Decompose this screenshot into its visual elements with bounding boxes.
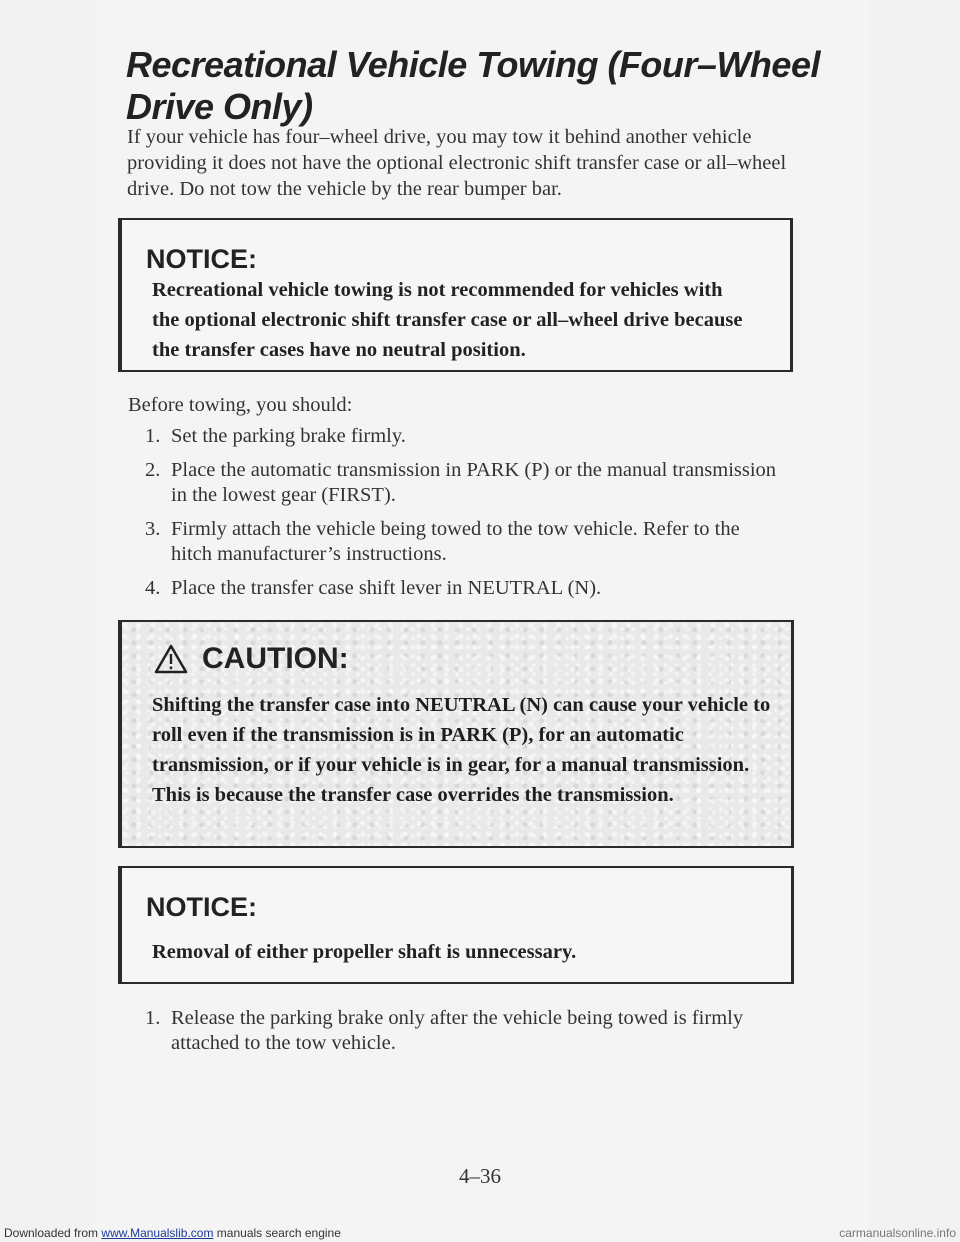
notice-heading: NOTICE:: [146, 244, 257, 274]
step-text: Place the automatic transmission in PARK (P) or the manual transmission in the lowest gear (FIRST).: [171, 459, 777, 506]
step-number: 3.: [145, 518, 161, 540]
after-steps-list: [145, 1006, 785, 1056]
watermark-site: carmanualsonline.info: [839, 1226, 956, 1240]
towing-steps-list: [145, 424, 785, 610]
before-towing-label: Before towing, you should:: [128, 394, 353, 416]
list-item: [145, 458, 785, 508]
step-text: Firmly attach the vehicle being towed to the tow vehicle. Refer to the hitch manufacturer’s instructions.: [171, 518, 740, 565]
list-item: [145, 424, 785, 449]
notice-heading: NOTICE:: [146, 892, 257, 922]
notice-box-transfer-case: [118, 218, 793, 372]
caution-box: [118, 620, 794, 848]
list-item: [145, 576, 785, 601]
step-text: Set the parking brake firmly.: [171, 425, 406, 447]
footer-suffix: manuals search engine: [216, 1226, 341, 1240]
list-item: [145, 1006, 785, 1056]
step-number: 2.: [145, 459, 161, 481]
section-title: Recreational Vehicle Towing (Four–Wheel Drive Only): [126, 44, 820, 127]
intro-paragraph: If your vehicle has four–wheel drive, you may tow it behind another vehicle providing it does not have the optional electronic shift transfer case or all–wheel drive. Do not tow the vehicle by the rear bumper bar.: [127, 126, 787, 200]
step-number: 1.: [145, 425, 161, 447]
footer-prefix: Downloaded from: [4, 1226, 99, 1240]
page-number: 4–36: [459, 1164, 501, 1188]
step-text: Place the transfer case shift lever in NEUTRAL (N).: [171, 577, 602, 599]
warning-triangle-icon: [154, 644, 188, 674]
step-number: 1.: [145, 1007, 161, 1029]
notice-body: Removal of either propeller shaft is unnecessary.: [152, 941, 577, 963]
notice-body: Recreational vehicle towing is not recommended for vehicles with the optional electronic shift transfer case or all–wheel drive because the transfer cases have no neutral position.: [152, 279, 743, 361]
list-item: [145, 517, 785, 567]
manualslib-link[interactable]: www.Manualslib.com: [101, 1226, 214, 1240]
caution-heading: CAUTION:: [202, 642, 349, 675]
step-number: 4.: [145, 577, 161, 599]
notice-box-propeller-shaft: [118, 866, 794, 984]
download-footer: [4, 1226, 341, 1240]
step-text: Release the parking brake only after the vehicle being towed is firmly attached to the tow vehicle.: [171, 1007, 744, 1054]
caution-body: Shifting the transfer case into NEUTRAL (N) can cause your vehicle to roll even if the transmission is in PARK (P), for an automatic transmission, or if your vehicle is in gear, for a manual transmission. This is because the transfer case overrides the transmission.: [152, 694, 771, 806]
caution-header: [154, 642, 349, 676]
